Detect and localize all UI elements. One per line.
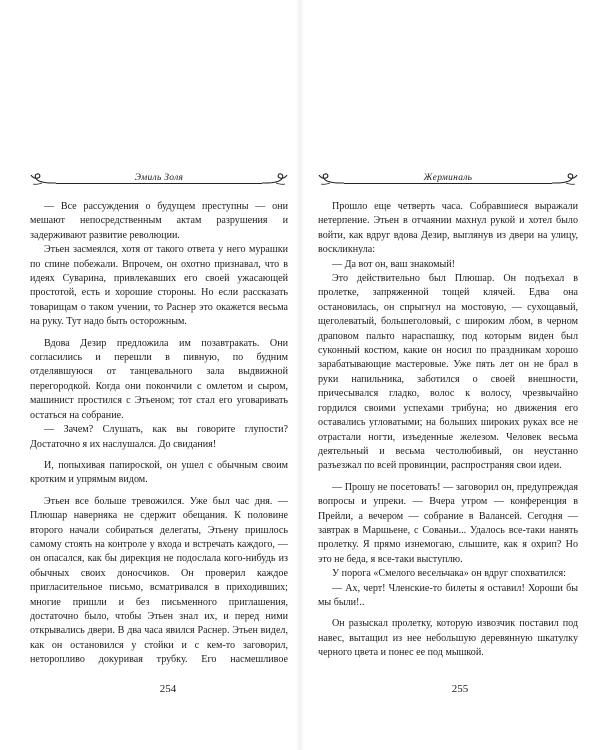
right-page-text [318, 200, 578, 668]
paragraph: У порога «Смелого весельчака» он вдруг спохватился: [332, 568, 566, 580]
paragraph: Этьен засмеялся, хотя от такого ответа у него мурашки по спине побежали. Впрочем, он охотно признавал, что в идеях Суварина, привлекавших его своей ужасающей простотой, есть и хорошие стороны. Но если рассказать товарищам о таком учении, то Раснер это окажется весьма на руку. Тут надо быть осторожным. [30, 244, 288, 328]
paragraph: Он разыскал пролетку, которую извозчик поставил под навес, вытащил из нее небольшую деревянную шкатулку черного цвета и понес ее под мышкой. [318, 618, 578, 659]
right-flourish-ornament [552, 172, 578, 186]
left-running-head-title: Эмиль Золя [127, 173, 192, 183]
right-flourish-ornament [262, 172, 288, 186]
paragraph: — Прошу не посетовать! — заговорил он, предупреждая вопросы и упреки. — Вчера утром — конференция в Прейли, а вечером — собрание в Валансей. Сегодня — завтрак в Маршьене, с Сованьи... Удалось все-таки нанять пролетку. Я прямо изнемогаю, слышите, как я охрип? Но это не беда, я все-таки выступлю. [318, 481, 578, 565]
left-flourish-ornament [30, 172, 56, 186]
paragraph: — Ах, черт! Членские-то билеты я оставил! Хороши бы мы были!.. [318, 582, 578, 608]
left-running-head [30, 168, 288, 188]
left-page-number: 254 [159, 683, 177, 695]
right-page-number: 255 [451, 683, 469, 695]
paragraph: Этьен все больше тревожился. Уже был час дня. — Плюшар наверняка не сдержит обещания. К половине второго начали собираться делегаты, Этьену пришлось самому стоять на контроле у входа и встречать каждого, — он опасался, как бы дирекция не подослала кого-нибудь из обычных своих доносчиков. Он проверил каждое пригласительное письмо, всматривался в приходивших; многие пришли и без письменного приглашения, достаточно было, чтобы Этьен знал их, и перед ними открывались двери. В два часа явился Раснер. Этьен видел, как он остановился у стойки и с кем-то заговорил, неторопливо докуривая трубку. Его насмешливое [30, 495, 288, 666]
right-header-rule [344, 183, 552, 184]
left-flourish-ornament [318, 172, 344, 186]
left-header-rule [56, 183, 262, 184]
paragraph: — Зачем? Слушать, как вы говорите глупости? Достаточно я их наслушался. До свидания! [30, 424, 288, 450]
left-page-text [30, 200, 288, 668]
paragraph: — Все рассуждения о будущем преступны — они мешают непосредственным актам разрушения и задерживают развитие революции. [30, 201, 288, 241]
paragraph: Вдова Дезир предложила им позавтракать. Они согласились и перешли в пивную, по будним отделявшуюся от танцевального зала выдвижной перегородкой. Когда они покончили с омлетом и сыром, машинист простился с Этьеном; тот стал его уговаривать остаться на собрание. [30, 337, 288, 421]
paragraph: Это действительно был Плюшар. Он подъехал в пролетке, запряженной тощей клячей. Едва она остановилась, он спрыгнул на мостовую, — сухощавый, щеголеватый, большеголовый, с широким лбом, в черном драповом пальто нараспашку, под которым виден был суконный костюм, какие он носил по праздникам хорошо зарабатывающие мастеровые. Уже пять лет он не брал в руки напильника, заботился о своей внешности, причесывался гладко, волос к волосу, чрезвычайно гордился своими успехами трибуна; но движения его оставались угловатыми; на больших широких руках все не отрастали ногти, изъеденные железом. Человек весьма деятельный и весьма честолюбивый, он неустанно разъезжал по всей провинции, распространяя свои идеи. [318, 273, 578, 472]
right-running-head-title: Жерминаль [416, 173, 481, 183]
right-running-head [318, 168, 578, 188]
paragraph: Прошло еще четверть часа. Собравшиеся выражали нетерпение. Этьен в отчаянии махнул рукой и хотел было войти, как вдруг вдова Дезир, выглянув из двери на улицу, воскликнула: [318, 201, 578, 256]
paragraph: — Да вот он, ваш знакомый! [332, 258, 456, 270]
paragraph: И, попыхивая папироской, он ушел с обычным своим кротким и упрямым видом. [30, 459, 288, 486]
right-page [300, 0, 600, 750]
